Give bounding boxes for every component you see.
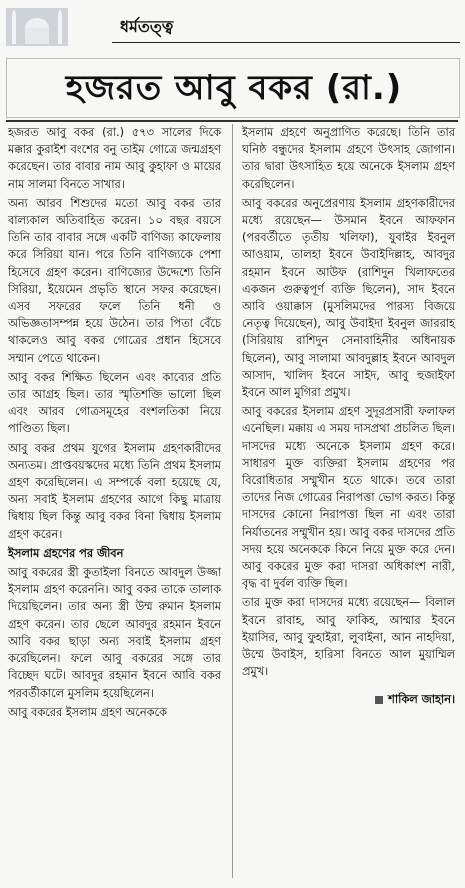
mosque-icon xyxy=(6,8,68,46)
paragraph: তার মুক্ত করা দাসদের মধ্যে রয়েছেন— বিলাল ইবনে রাবাহ, আবু ফাকিহ, আম্মার ইবনে ইয়াসির, আবু ফুহাইরা, লুবাইনা, আন নাহদিয়া, উম্মে উবাইস, হারিসা বিনতে আল মুয়াম্মিল প্রমুখ। xyxy=(242,596,455,679)
article-title: হজরত আবু বকর (রা.) xyxy=(65,68,403,108)
section-title: ধর্মতত্ত্ব xyxy=(120,17,174,36)
title-rule xyxy=(6,120,458,122)
square-icon xyxy=(375,696,383,704)
column-divider xyxy=(232,124,233,878)
paragraph: আবু বকর প্রথম যুগের ইসলাম গ্রহণকারীদের অন্যতম। প্রাপ্তবয়স্কদের মধ্যে তিনি প্রথম ইসলাম গ্রহণ করেছিলেন। এ সম্পর্কে বলা হয়েছে যে, অন্য সবাই ইসলাম গ্রহণের আগে কিছু মাত্রায় দ্বিধায় ছিল কিন্তু আবু বকর বিনা দ্বিধায় ইসলাম গ্রহণ করেন। xyxy=(8,441,221,541)
column-left xyxy=(8,124,221,723)
page-header xyxy=(0,0,465,50)
paragraph: অন্য আরব শিশুদের মতো আবু বকর তার বাল্যকাল অতিবাহিত করেন। ১০ বছর বয়সে তিনি তার বাবার সঙ্গে একটি বাণিজ্য কাফেলায় করে সিরিয়া যান। পরে তিনি বাণিজ্যকে পেশা হিসেবে গ্রহণ করেন। বাণিজ্যের উদ্দেশ্যে তিনি সিরিয়া, ইয়েমেন প্রভৃতি স্থানে সফর করেছেন। এসব সফরের ফলে তিনি ধনী ও অভিজ্ঞতাসম্পন্ন হয়ে উঠেন। তার পিতা বেঁচে থাকলেও আবু বকর গোত্রের প্রধান হিসেবে সম্মান পেতে থাকেন। xyxy=(8,196,221,365)
subheading: ইসলাম গ্রহণের পর জীবন xyxy=(8,546,124,560)
paragraph: আবু বকরের স্ত্রী কুতাইলা বিনতে আবদুল উজ্জা ইসলাম গ্রহণ করেননি। আবু বকর তাকে তালাক দিয়েছিলেন। তার অন্য স্ত্রী উম্ম রুমান ইসলাম গ্রহণ করেন। তার ছেলে আবদুর রহমান ইবনে আবি বকর ছাড়া অন্য সবাই ইসলাম গ্রহণ করেছিলেন। ফলে আবু বকরের সঙ্গে তার বিচ্ছেদ ঘটে। আবদুর রহমান ইবনে আবি বকর পরবর্তীকালে মুসলিম হয়েছিলেন। xyxy=(8,566,221,700)
author-name: শাকিল জাহান। xyxy=(388,692,455,706)
paragraph: আবু বকরের ইসলাম গ্রহণ অনেককে xyxy=(8,705,167,719)
paragraph: আবু বকর শিক্ষিত ছিলেন এবং কাব্যের প্রতি তার আগ্রহ ছিল। তার স্মৃতিশক্তি ভালো ছিল এবং আরব গোত্রসমূহের বংশলতিকা নিয়ে পাণ্ডিত্য ছিল। xyxy=(8,370,221,436)
author-byline xyxy=(242,691,455,708)
paragraph: ইসলাম গ্রহণে অনুপ্রাণিত করেছে। তিনি তার ঘনিষ্ঠ বন্ধুদের ইসলাম গ্রহণে উৎসাহ জোগান। তার দ্বারা উৎসাহিত হয়ে অনেকে ইসলাম গ্রহণ করেছিলেন। xyxy=(242,126,455,191)
paragraph: হজরত আবু বকর (রা.) ৫৭৩ সালের দিকে মক্কার কুরাইশ বংশের বনু তাইম গোত্রে জন্মগ্রহণ করেছেন। তার বাবার নাম আবু কুহাফা ও মায়ের নাম সালমা বিনতে সাখার। xyxy=(8,126,221,191)
paragraph: আবু বকরের অনুপ্রেরণায় ইসলাম গ্রহণকারীদের মধ্যে রয়েছেন— উসমান ইবনে আফফান (পরবর্তীতে তৃতীয় খলিফা), যুবাইর ইবনুল আওয়াম, তালহা ইবনে উবাইদিল্লাহ, আবদুর রহমান ইবনে আউফ (রাশিদুন খিলাফতের একজন গুরুত্বপূর্ণ ব্যক্তি ছিলেন), সাদ ইবনে আবি ওয়াক্কাস (মুসলিমদের পারস্য বিজয়ে নেতৃত্ব দিয়েছেন), আবু উবাইদা ইবনুল জাররাহ (সিরিয়ায় রাশিদুন সেনাবাহিনীর অধিনায়ক ছিলেন), আবু সালামা আবদুল্লাহ ইবনে আবদুল আসাদ, খালিদ ইবনে সাইদ, আবু হুজাইফা ইবনে আল মুগিরা প্রমুখ। xyxy=(242,196,455,400)
paragraph: আবু বকরের ইসলাম গ্রহণ সুদূরপ্রসারী ফলাফল এনেছিল। মক্কায় এ সময় দাসপ্রথা প্রচলিত ছিল। দাসদের মধ্যে অনেকে ইসলাম গ্রহণ করে। সাধারণ মুক্ত ব্যক্তিরা ইসলাম গ্রহণের পর বিরোধিতার সম্মুখীন হতে থাকে। তবে তারা তাদের নিজ গোত্রের নিরাপত্তা ভোগ করত। কিন্তু দাসদের কোনো নিরাপত্তা ছিল না এবং তারা নির্যাতনের সম্মুখীন হয়। আবু বকর দাসদের প্রতি সদয় হয়ে অনেককে কিনে নিয়ে মুক্ত করে দেন। আবু বকরের মুক্ত করা দাসরা অধিকাংশ নারী, বৃদ্ধ বা দুর্বল ব্যক্তি ছিল। xyxy=(242,405,455,591)
column-right xyxy=(242,124,455,708)
header-divider xyxy=(112,42,460,43)
